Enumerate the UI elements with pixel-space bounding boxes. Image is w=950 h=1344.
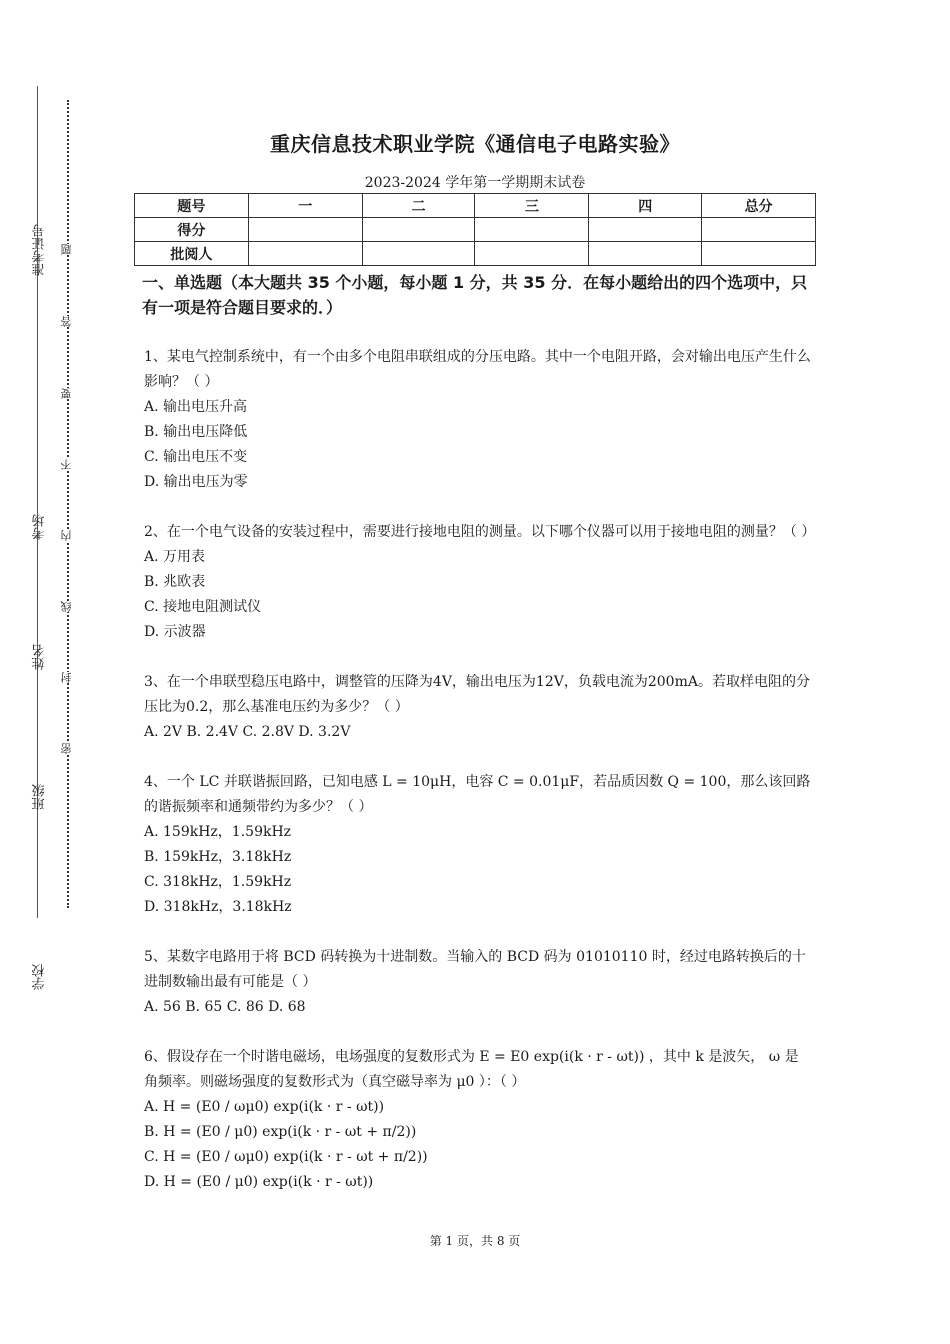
grader-cell[interactable] [589,242,702,266]
field-school-label: 学校 [32,964,48,990]
score-cell[interactable] [589,218,702,242]
field-name-label: 姓名 [32,644,48,670]
grader-cell[interactable] [475,242,589,266]
question-2 [144,520,816,645]
seal-word: 要 [60,388,76,399]
question-stem: 3、在一个串联型稳压电路中，调整管的压降为4V，输出电压为12V，负载电流为200mA。若取样电阻的分压比为0.2，那么基准电压约为多少？（ ） [144,674,810,715]
grader-row [135,242,816,266]
question-1 [144,345,812,495]
section-heading: 一、单选题（本大题共 35 个小题，每小题 1 分，共 35 分．在每小题给出的四个选项中，只有一项是符合题目要求的．） [142,273,808,317]
score-header-cell: 四 [589,194,702,218]
grader-row-label: 批阅人 [135,242,249,266]
question-4 [144,770,812,920]
seal-word: 题 [60,244,76,255]
question-option: A. 56 B. 65 C. 86 D. 68 [144,999,306,1015]
question-6 [144,1045,812,1195]
question-5 [144,945,812,1020]
exam-subtitle: 2023-2024 学年第一学期期末试卷 [364,175,586,191]
score-header-cell: 三 [475,194,589,218]
score-cell[interactable] [702,218,816,242]
question-stem: 2、在一个电气设备的安装过程中，需要进行接地电阻的测量。以下哪个仪器可以用于接地电阻的测量？（ ） [144,524,816,540]
score-row [135,218,816,242]
score-cell[interactable] [248,218,362,242]
question-stem: 5、某数字电路用于将 BCD 码转换为十进制数。当输入的 BCD 码为 01010110 时，经过电路转换后的十进制数输出最有可能是（ ） [144,949,806,990]
question-option: B. 兆欧表 [144,574,206,590]
question-option: B. 159kHz，3.18kHz [144,849,292,865]
question-option: B. H = (E0 / μ0) exp(i(k · r - ωt + π/2)) [144,1124,417,1140]
question-option: D. 示波器 [144,624,206,640]
field-class-label: 班级 [32,784,48,810]
question-option: A. 2V B. 2.4V C. 2.8V D. 3.2V [144,724,351,740]
question-option: C. 接地电阻测试仪 [144,599,262,615]
binding-dotted-line [67,100,69,908]
field-exam-room-label: 考场 [32,514,48,540]
grader-cell[interactable] [362,242,475,266]
question-option: D. 318kHz，3.18kHz [144,899,292,915]
seal-word: 线 [60,601,76,612]
question-option: D. 输出电压为零 [144,474,248,490]
question-stem: 6、假设存在一个时谐电磁场，电场强度的复数形式为 E = E0 exp(i(k · r - ωt)) ，其中 k 是波矢， ω 是角频率。则磁场强度的复数形式为（真空磁导率为 μ0 ）：（ ） [144,1049,799,1090]
question-option: B. 输出电压降低 [144,424,248,440]
grader-cell[interactable] [248,242,362,266]
grader-cell[interactable] [702,242,816,266]
score-cell[interactable] [362,218,475,242]
score-row-label: 得分 [135,218,249,242]
score-table-header-row [135,194,816,218]
question-option: C. 318kHz，1.59kHz [144,874,292,890]
question-option: C. 输出电压不变 [144,449,248,465]
question-list [142,270,816,1195]
seal-word: 内 [60,530,76,541]
seal-word: 封 [60,672,76,683]
score-header-cell: 总分 [702,194,816,218]
score-header-cell: 二 [362,194,475,218]
question-option: A. 万用表 [144,549,206,565]
question-stem: 4、一个 LC 并联谐振回路，已知电感 L = 10μH，电容 C = 0.01μF，若品质因数 Q = 100，那么该回路的谐振频率和通频带约为多少？（ ） [144,774,811,815]
question-stem: 1、某电气控制系统中，有一个由多个电阻串联组成的分压电路。其中一个电阻开路，会对输出电压产生什么影响？（ ） [144,349,811,390]
page-number: 第 1 页，共 8 页 [429,1234,521,1248]
question-3 [144,670,812,745]
score-cell[interactable] [475,218,589,242]
seal-word: 密 [60,743,76,754]
field-class[interactable] [20,620,60,810]
question-option: C. H = (E0 / ωμ0) exp(i(k · r - ωt + π/2)) [144,1149,428,1165]
exam-title: 重庆信息技术职业学院《通信电子电路实验》 [270,132,680,156]
question-option: A. H = (E0 / ωμ0) exp(i(k · r - ωt)) [144,1099,385,1115]
score-header-cell: 题号 [135,194,249,218]
score-table [134,193,816,266]
field-school[interactable] [20,800,60,990]
question-option: A. 159kHz，1.59kHz [144,824,292,840]
question-option: D. H = (E0 / μ0) exp(i(k · r - ωt)) [144,1174,374,1190]
seal-word: 答 [60,316,76,327]
score-header-cell: 一 [248,194,362,218]
question-option: A. 输出电压升高 [144,399,248,415]
field-exam-number-label: 准考证号 [32,224,48,276]
seal-word: 不 [60,459,76,470]
